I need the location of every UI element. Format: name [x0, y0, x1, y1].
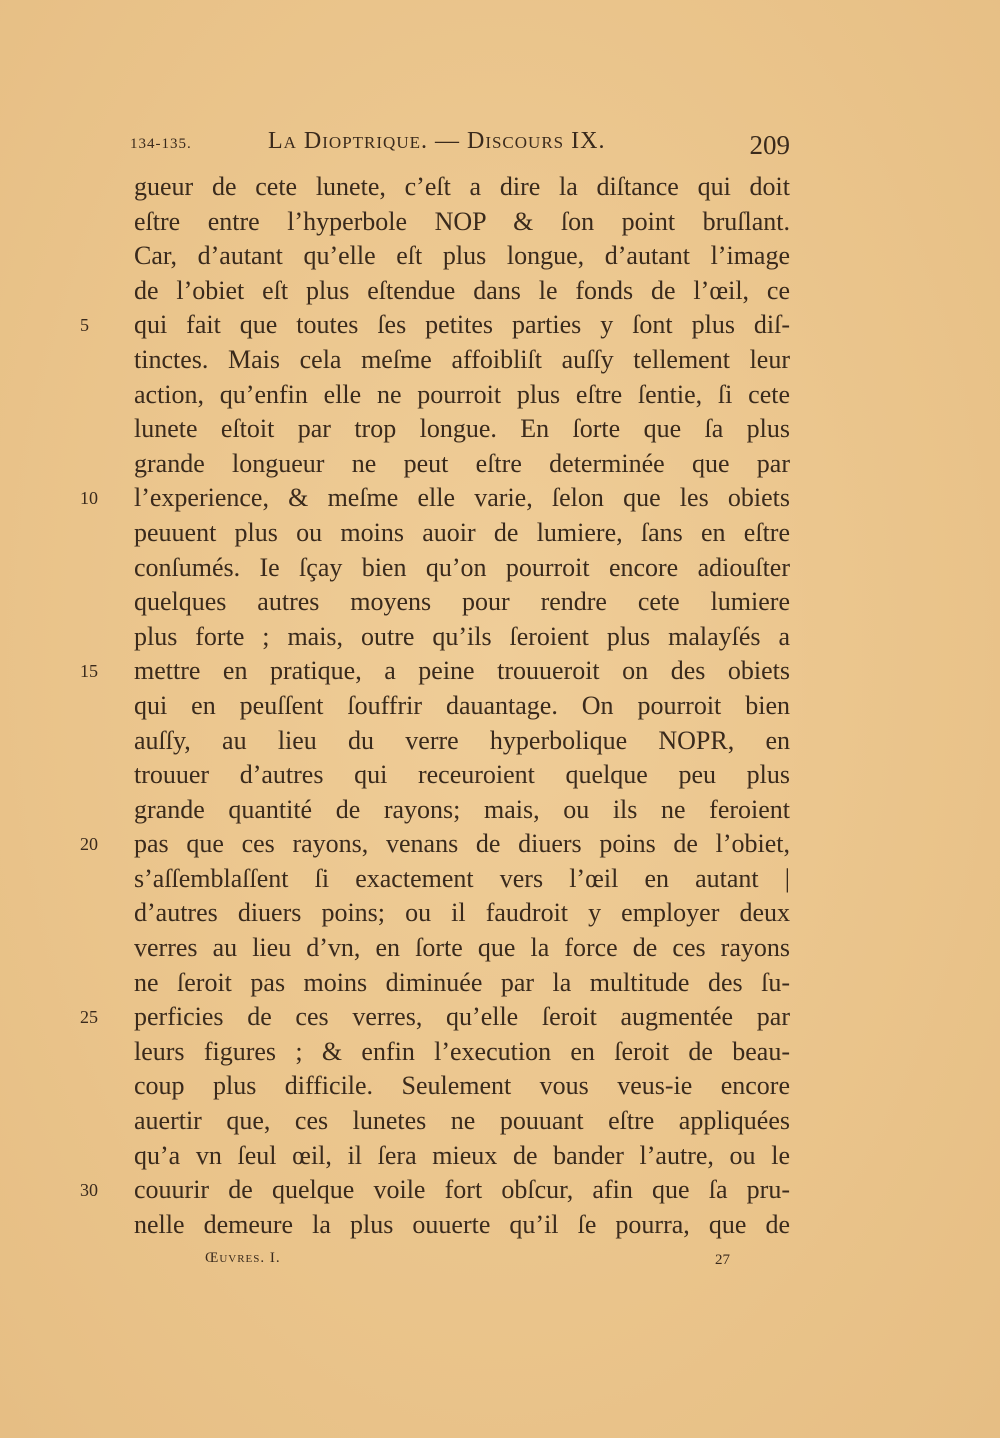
text-line	[80, 1000, 790, 1035]
text-line	[134, 896, 790, 931]
line-text: plus forte ; mais, outre qu’ils ſeroient plus malayſés a	[134, 621, 790, 651]
line-text: Car, d’autant qu’elle eſt plus longue, d’autant l’image	[134, 241, 790, 271]
line-number: 15	[80, 661, 98, 682]
footer	[205, 1250, 730, 1274]
text-line	[134, 862, 790, 897]
line-text: peuuent plus ou moins auoir de lumiere, ſans en eſtre	[134, 517, 790, 547]
line-text: trouuer d’autres qui receuroient quelque peu plus	[134, 760, 790, 790]
line-text: qu’a vn ſeul œil, il ſera mieux de bander l’autre, ou le	[134, 1140, 790, 1170]
line-text: mettre en pratique, a peine trouueroit on des obiets	[134, 656, 790, 686]
line-text: leurs figures ; & enfin l’execution en ſeroit de beau-	[134, 1036, 790, 1066]
line-text: tinctes. Mais cela meſme affoibliſt auſſy tellement leur	[134, 344, 790, 374]
line-text: coup plus difficile. Seulement vous veus-ie encore	[134, 1071, 790, 1101]
text-line	[134, 689, 790, 724]
line-text: auſſy, au lieu du verre hyperbolique NOPR, en	[134, 725, 790, 755]
line-text: qui fait que toutes ſes petites parties y ſont plus diſ-	[134, 310, 790, 340]
running-title: La Dioptrique. — Discours IX.	[268, 128, 606, 154]
line-text: pas que ces rayons, venans de diuers poins de l’obiet,	[134, 829, 790, 859]
line-text: de l’obiet eſt plus eſtendue dans le fonds de l’œil, ce	[134, 275, 790, 305]
line-text: qui en peuſſent ſouffrir dauantage. On pourroit bien	[134, 690, 790, 720]
text-line	[134, 1104, 790, 1139]
line-text: grande longueur ne peut eſtre determinée que par	[134, 448, 790, 478]
text-line	[134, 1208, 790, 1243]
line-text: conſumés. Ie ſçay bien qu’on pourroit encore adiouſter	[134, 552, 790, 582]
text-line	[80, 654, 790, 689]
text-line	[134, 274, 790, 309]
text-line	[80, 827, 790, 862]
text-line	[134, 447, 790, 482]
line-text: couurir de quelque voile fort obſcur, afin que ſa pru-	[134, 1175, 790, 1205]
line-text: lunete eſtoit par trop longue. En ſorte que ſa plus	[134, 414, 790, 444]
page-range: 134-135.	[130, 136, 192, 152]
line-text: grande quantité de rayons; mais, ou ils ne feroient	[134, 794, 790, 824]
text-line	[134, 343, 790, 378]
text-line	[80, 1173, 790, 1208]
line-text: nelle demeure la plus ouuerte qu’il ſe pourra, que de	[134, 1209, 790, 1239]
text-line	[80, 481, 790, 516]
page-number: 209	[749, 130, 790, 160]
running-header	[130, 128, 790, 160]
text-line	[134, 931, 790, 966]
text-line	[134, 758, 790, 793]
text-line	[134, 516, 790, 551]
text-line	[134, 1069, 790, 1104]
text-line	[134, 551, 790, 586]
text-line	[134, 585, 790, 620]
line-number: 25	[80, 1007, 98, 1028]
line-text: ne ſeroit pas moins diminuée par la multitude des ſu-	[134, 967, 790, 997]
line-number: 5	[80, 315, 89, 336]
line-number: 20	[80, 834, 98, 855]
sheet-number: 27	[715, 1252, 730, 1268]
line-text: gueur de cete lunete, c’eſt a dire la diſtance qui doit	[134, 172, 790, 201]
line-text: d’autres diuers poins; ou il faudroit y employer deux	[134, 898, 790, 928]
text-line	[134, 620, 790, 655]
line-text: action, qu’enfin elle ne pourroit plus eſtre ſentie, ſi cete	[134, 379, 790, 409]
text-line	[134, 239, 790, 274]
line-text: auertir que, ces lunetes ne pouuant eſtre appliquées	[134, 1106, 790, 1136]
text-line	[134, 1139, 790, 1174]
main-text	[80, 170, 790, 1242]
text-line	[80, 308, 790, 343]
line-text: l’experience, & meſme elle varie, ſelon que les obiets	[134, 483, 790, 513]
text-line	[134, 1035, 790, 1070]
line-number: 30	[80, 1180, 98, 1201]
signature-mark: Œuvres. I.	[205, 1250, 281, 1266]
text-line	[134, 378, 790, 413]
line-text: verres au lieu d’vn, en ſorte que la force de ces rayons	[134, 933, 790, 963]
line-text: perficies de ces verres, qu’elle ſeroit augmentée par	[134, 1002, 790, 1032]
line-text: quelques autres moyens pour rendre cete lumiere	[134, 587, 790, 617]
text-line	[134, 966, 790, 1001]
text-line	[134, 412, 790, 447]
text-line	[134, 170, 790, 205]
text-line	[134, 724, 790, 759]
line-text: eſtre entre l’hyperbole NOP & ſon point bruſlant.	[134, 206, 790, 236]
text-line	[134, 205, 790, 240]
line-number: 10	[80, 488, 98, 509]
line-text: s’aſſemblaſſent ſi exactement vers l’œil en autant |	[134, 863, 790, 893]
text-line	[134, 793, 790, 828]
